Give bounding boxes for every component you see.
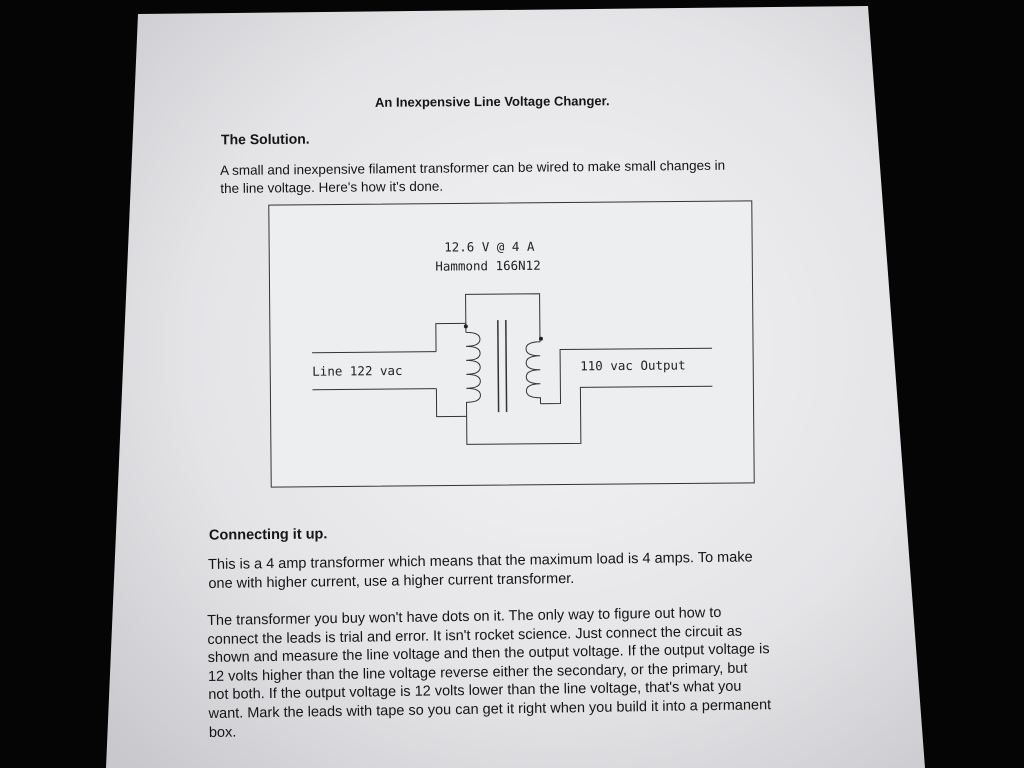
paragraph-line: box. — [208, 724, 237, 741]
paragraph-line: want. Mark the leads with tape so you can get it right when you build it into a permanent — [208, 697, 772, 722]
load-paragraph — [208, 548, 753, 593]
paragraph-line: shown and measure the line voltage and then the output voltage. If the output voltage is — [207, 641, 770, 667]
output-voltage-label: 110 vac Output — [580, 357, 686, 374]
paragraph-line: the line voltage. Here's how it's done. — [220, 178, 444, 196]
paragraph-line: connect the leads is trial and error. It isn't rocket science. Just connect the circuit as — [207, 623, 743, 648]
paragraph-line: not both. If the output voltage is 12 volts lower than the line voltage, that's what you — [208, 678, 742, 704]
paragraph-line: 12 volts higher than the line voltage reverse either the secondary, or the primary, but — [207, 660, 748, 685]
core-line — [506, 320, 507, 412]
polarity-dot — [464, 324, 468, 328]
model-label: Hammond 166N12 — [435, 257, 541, 274]
document-title: An Inexpensive Line Voltage Changer. — [374, 93, 610, 110]
core-line — [498, 320, 499, 412]
paragraph-line: one with higher current, use a higher current transformer. — [208, 570, 575, 592]
paragraph-line: This is a 4 amp transformer which means that the maximum load is 4 amps. To make — [208, 549, 753, 573]
input-voltage-label: Line 122 vac — [312, 362, 403, 379]
section-heading-connecting: Connecting it up. — [208, 526, 328, 544]
paragraph-line: The transformer you buy won't have dots on it. The only way to figure out how to — [207, 604, 722, 629]
wiring-instructions-paragraph — [207, 603, 772, 742]
rating-label: 12.6 V @ 4 A — [444, 238, 535, 255]
polarity-dot — [539, 337, 543, 341]
section-heading-solution: The Solution. — [220, 130, 310, 148]
paragraph-line: A small and inexpensive filament transformer can be wired to make small changes in — [220, 157, 726, 178]
